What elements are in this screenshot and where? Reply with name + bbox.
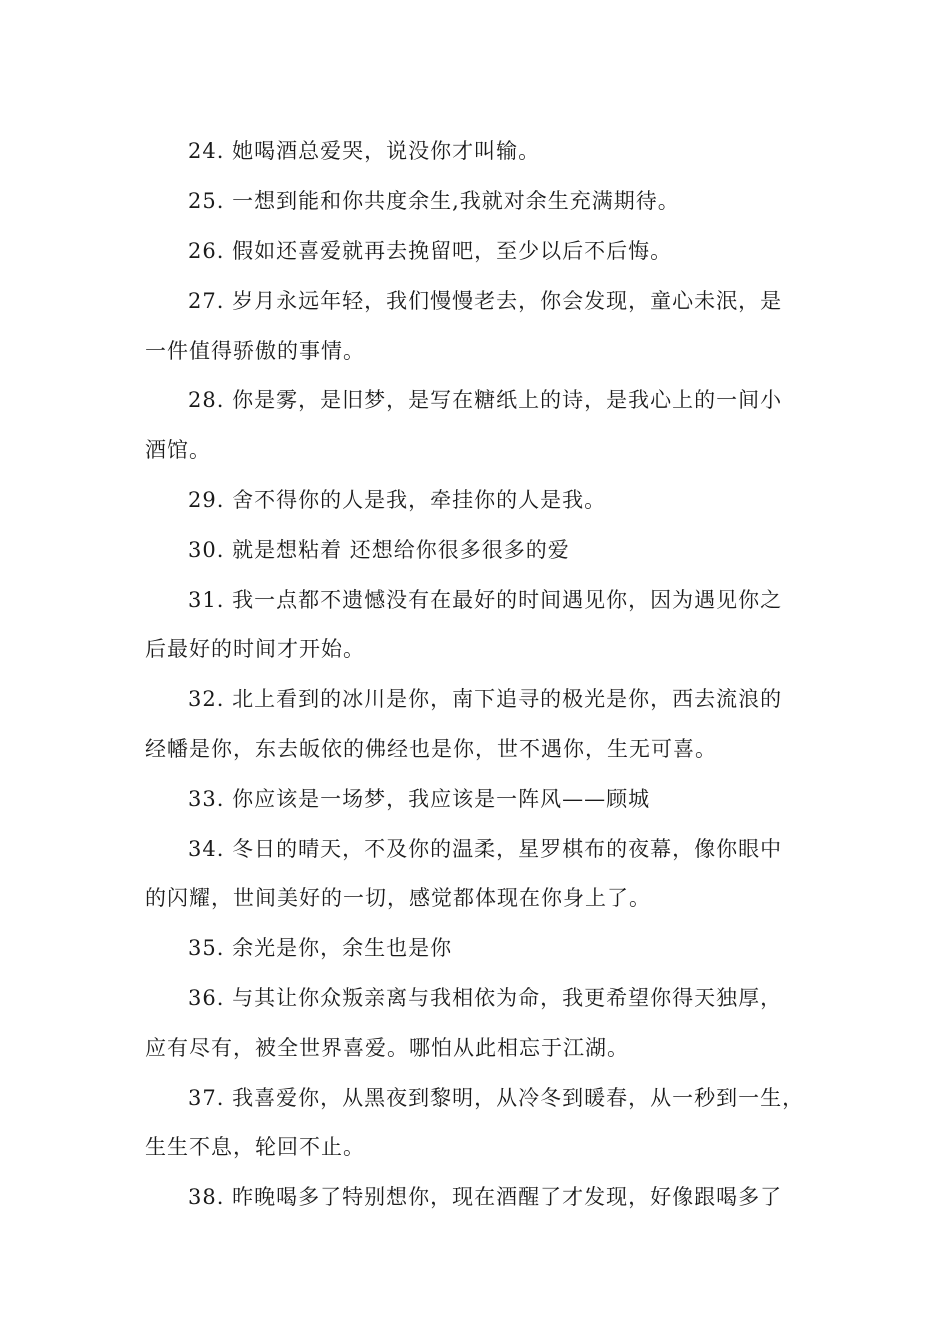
text-line: 26. 假如还喜爱就再去挽留吧，至少以后不后悔。 xyxy=(188,239,673,263)
text-line: 32. 北上看到的冰川是你，南下追寻的极光是你，西去流浪的 xyxy=(188,687,783,711)
text-line: 经幡是你，东去皈依的佛经也是你，世不遇你，生无可喜。 xyxy=(145,737,717,761)
text-line: 35. 余光是你，余生也是你 xyxy=(188,936,453,960)
text-line: 33. 你应该是一场梦，我应该是一阵风——顾城 xyxy=(188,787,651,811)
text-line: 27. 岁月永远年轻，我们慢慢老去，你会发现，童心未泯，是 xyxy=(188,289,783,313)
text-line: 29. 舍不得你的人是我，牵挂你的人是我。 xyxy=(188,488,607,512)
text-line: 后最好的时间才开始。 xyxy=(145,637,365,661)
text-line: 34. 冬日的晴天，不及你的温柔，星罗棋布的夜幕，像你眼中 xyxy=(188,837,783,861)
text-line: 生生不息，轮回不止。 xyxy=(145,1135,365,1159)
text-line: 的闪耀，世间美好的一切，感觉都体现在你身上了。 xyxy=(145,886,651,910)
text-line: 38. 昨晚喝多了特别想你，现在酒醒了才发现，好像跟喝多了 xyxy=(188,1185,783,1209)
text-line: 31. 我一点都不遗憾没有在最好的时间遇见你，因为遇见你之 xyxy=(188,588,783,612)
text-line: 37. 我喜爱你，从黑夜到黎明，从冷冬到暖春，从一秒到一生， xyxy=(188,1086,805,1110)
text-line: 24. 她喝酒总爱哭，说没你才叫输。 xyxy=(188,139,541,163)
text-line: 一件值得骄傲的事情。 xyxy=(145,339,365,363)
text-line: 28. 你是雾，是旧梦，是写在糖纸上的诗，是我心上的一间小 xyxy=(188,388,783,412)
text-line: 25. 一想到能和你共度余生,我就对余生充满期待。 xyxy=(188,189,680,213)
text-line: 酒馆。 xyxy=(145,438,211,462)
text-line: 30. 就是想粘着 还想给你很多很多的爱 xyxy=(188,538,570,562)
text-line: 应有尽有，被全世界喜爱。哪怕从此相忘于江湖。 xyxy=(145,1036,629,1060)
text-line: 36. 与其让你众叛亲离与我相依为命，我更希望你得天独厚， xyxy=(188,986,783,1010)
